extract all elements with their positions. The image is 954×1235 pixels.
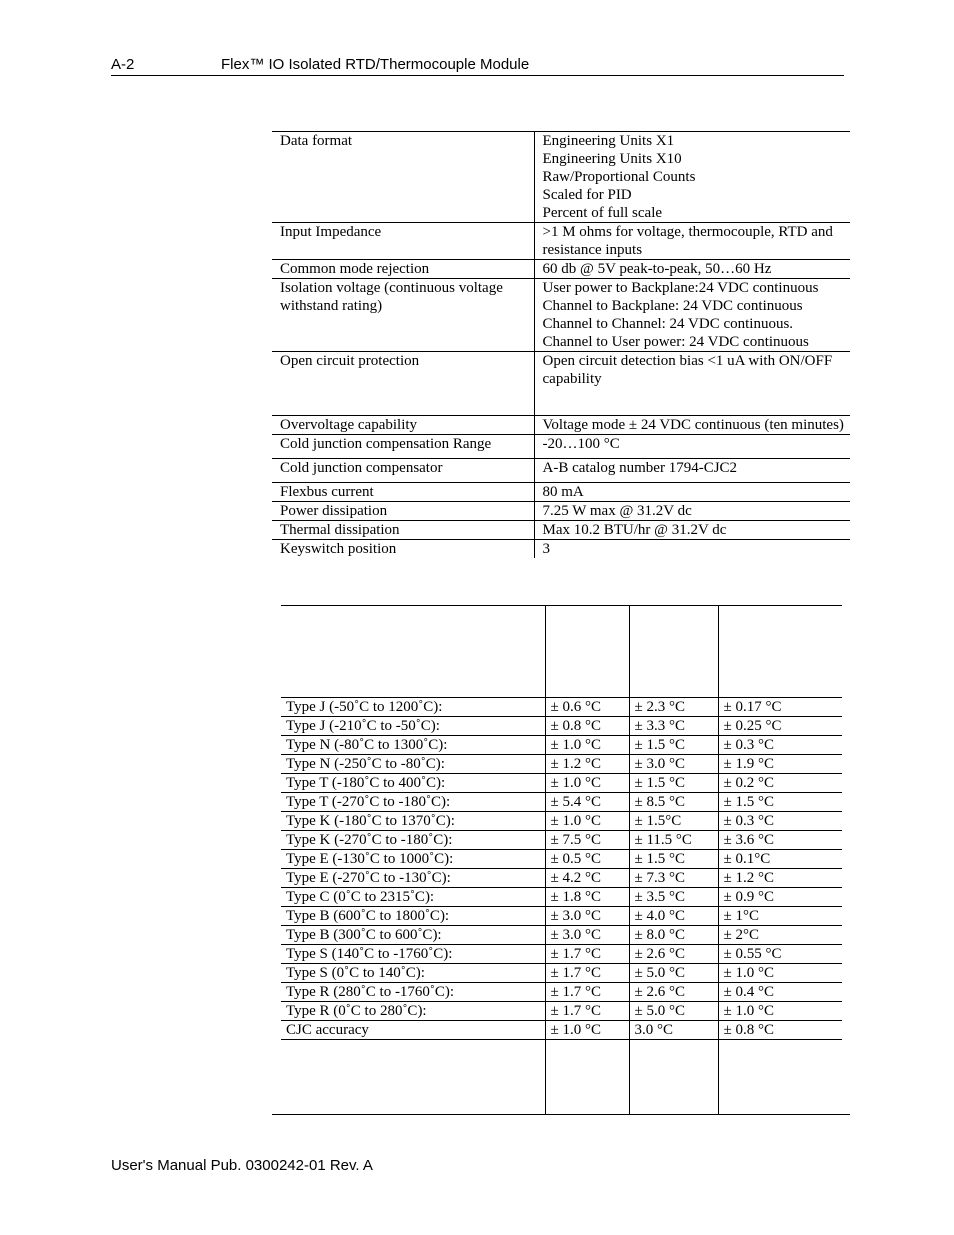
accuracy-value: ± 5.0 °C bbox=[629, 1002, 718, 1021]
spec-value: Engineering Units X1 Engineering Units X10 Raw/Proportional Counts Scaled for PID Percent of full scale bbox=[534, 132, 850, 223]
spec-value: User power to Backplane:24 VDC continuous Channel to Backplane: 24 VDC continuous Channel to Channel: 24 VDC continuous. Channel to User power: 24 VDC continuous bbox=[534, 279, 850, 352]
accuracy-value: ± 5.4 °C bbox=[545, 793, 629, 812]
spec-row bbox=[272, 540, 850, 559]
accuracy-value: ± 3.0 °C bbox=[545, 907, 629, 926]
accuracy-value: ± 1.2 °C bbox=[718, 869, 842, 888]
accuracy-value: ± 2.6 °C bbox=[629, 945, 718, 964]
table-row bbox=[281, 850, 842, 869]
table-row bbox=[281, 812, 842, 831]
thermocouple-type: Type J (-50˚C to 1200˚C): bbox=[281, 698, 545, 717]
spec-label: Data format bbox=[272, 132, 534, 223]
accuracy-value: ± 1.5 °C bbox=[718, 793, 842, 812]
thermocouple-type: Type S (140˚C to -1760˚C): bbox=[281, 945, 545, 964]
spec-row bbox=[272, 223, 850, 260]
accuracy-value: ± 7.5 °C bbox=[545, 831, 629, 850]
accuracy-value: ± 8.5 °C bbox=[629, 793, 718, 812]
table-row bbox=[281, 926, 842, 945]
thermocouple-type: Type E (-130˚C to 1000˚C): bbox=[281, 850, 545, 869]
accuracy-value: ± 4.0 °C bbox=[629, 907, 718, 926]
accuracy-value: ± 0.17 °C bbox=[718, 698, 842, 717]
accuracy-value: ± 2.3 °C bbox=[629, 698, 718, 717]
spec-value: Voltage mode ± 24 VDC continuous (ten minutes) bbox=[534, 416, 850, 435]
accuracy-value: ± 1.0 °C bbox=[545, 736, 629, 755]
spec-label: Isolation voltage (continuous voltage withstand rating) bbox=[272, 279, 534, 352]
thermocouple-type: Type C (0˚C to 2315˚C): bbox=[281, 888, 545, 907]
accuracy-value: ± 11.5 °C bbox=[629, 831, 718, 850]
accuracy-value: ± 0.1°C bbox=[718, 850, 842, 869]
spec-label: Cold junction compensator bbox=[272, 459, 534, 483]
accuracy-value: ± 1°C bbox=[718, 907, 842, 926]
accuracy-value: ± 2.6 °C bbox=[629, 983, 718, 1002]
spec-label: Flexbus current bbox=[272, 483, 534, 502]
table-row bbox=[281, 945, 842, 964]
accuracy-value: ± 0.2 °C bbox=[718, 774, 842, 793]
accuracy-value: ± 4.2 °C bbox=[545, 869, 629, 888]
header-rule bbox=[111, 75, 844, 76]
spec-label: Open circuit protection bbox=[272, 352, 534, 416]
table-row bbox=[281, 983, 842, 1002]
thermocouple-type: Type B (300˚C to 600˚C): bbox=[281, 926, 545, 945]
spec-row bbox=[272, 459, 850, 483]
thermocouple-type: Type N (-80˚C to 1300˚C): bbox=[281, 736, 545, 755]
spec-row bbox=[272, 132, 850, 223]
accuracy-value: ± 0.9 °C bbox=[718, 888, 842, 907]
accuracy-value: ± 0.25 °C bbox=[718, 717, 842, 736]
spec-value: 80 mA bbox=[534, 483, 850, 502]
spec-row bbox=[272, 502, 850, 521]
table-row bbox=[281, 907, 842, 926]
table-row bbox=[281, 1002, 842, 1021]
accuracy-value: ± 1.5 °C bbox=[629, 774, 718, 793]
accuracy-value: ± 3.3 °C bbox=[629, 717, 718, 736]
page-footer: User's Manual Pub. 0300242-01 Rev. A bbox=[111, 1157, 373, 1174]
accuracy-value: ± 1.7 °C bbox=[545, 1002, 629, 1021]
table-row bbox=[281, 1021, 842, 1040]
accuracy-value: ± 1.2 °C bbox=[545, 755, 629, 774]
spec-value: 7.25 W max @ 31.2V dc bbox=[534, 502, 850, 521]
thermocouple-accuracy-table bbox=[281, 697, 842, 1040]
accuracy-value: ± 1.5°C bbox=[629, 812, 718, 831]
table-row bbox=[281, 831, 842, 850]
accuracy-value: ± 3.0 °C bbox=[629, 755, 718, 774]
accuracy-value: ± 2°C bbox=[718, 926, 842, 945]
spec-label: Cold junction compensation Range bbox=[272, 435, 534, 459]
table-row bbox=[281, 793, 842, 812]
accuracy-value: ± 1.5 °C bbox=[629, 850, 718, 869]
accuracy-value: ± 0.8 °C bbox=[545, 717, 629, 736]
accuracy-value: 3.0 °C bbox=[629, 1021, 718, 1040]
specifications-table-body bbox=[272, 132, 850, 559]
accuracy-value: ± 0.8 °C bbox=[718, 1021, 842, 1040]
accuracy-value: ± 3.0 °C bbox=[545, 926, 629, 945]
spec-value: -20…100 °C bbox=[534, 435, 850, 459]
table-row bbox=[281, 774, 842, 793]
spec-label: Common mode rejection bbox=[272, 260, 534, 279]
thermocouple-type: Type J (-210˚C to -50˚C): bbox=[281, 717, 545, 736]
thermocouple-type: Type T (-180˚C to 400˚C): bbox=[281, 774, 545, 793]
thermocouple-type: Type K (-270˚C to -180˚C): bbox=[281, 831, 545, 850]
spec-row bbox=[272, 416, 850, 435]
spec-label: Power dissipation bbox=[272, 502, 534, 521]
accuracy-value: ± 1.7 °C bbox=[545, 945, 629, 964]
thermocouple-type: Type S (0˚C to 140˚C): bbox=[281, 964, 545, 983]
accuracy-table-bottom-rule bbox=[272, 1114, 850, 1115]
thermocouple-type: Type T (-270˚C to -180˚C): bbox=[281, 793, 545, 812]
spec-value: Open circuit detection bias <1 uA with ON/OFF capability bbox=[534, 352, 850, 416]
table-row bbox=[281, 736, 842, 755]
accuracy-value: ± 7.3 °C bbox=[629, 869, 718, 888]
table-row bbox=[281, 869, 842, 888]
accuracy-table-top-rule bbox=[281, 605, 842, 606]
spec-value: 60 db @ 5V peak-to-peak, 50…60 Hz bbox=[534, 260, 850, 279]
accuracy-value: ± 0.55 °C bbox=[718, 945, 842, 964]
accuracy-table-body bbox=[281, 698, 842, 1040]
thermocouple-type: Type R (0˚C to 280˚C): bbox=[281, 1002, 545, 1021]
accuracy-value: ± 0.5 °C bbox=[545, 850, 629, 869]
spec-row bbox=[272, 483, 850, 502]
table-row bbox=[281, 888, 842, 907]
spec-value: A-B catalog number 1794-CJC2 bbox=[534, 459, 850, 483]
accuracy-value: ± 1.0 °C bbox=[545, 774, 629, 793]
table-row bbox=[281, 698, 842, 717]
accuracy-value: ± 1.7 °C bbox=[545, 964, 629, 983]
accuracy-value: ± 0.3 °C bbox=[718, 736, 842, 755]
accuracy-value: ± 1.5 °C bbox=[629, 736, 718, 755]
accuracy-value: ± 1.8 °C bbox=[545, 888, 629, 907]
spec-row bbox=[272, 435, 850, 459]
thermocouple-type: Type K (-180˚C to 1370˚C): bbox=[281, 812, 545, 831]
accuracy-value: ± 1.0 °C bbox=[718, 1002, 842, 1021]
accuracy-value: ± 0.3 °C bbox=[718, 812, 842, 831]
spec-row bbox=[272, 260, 850, 279]
accuracy-value: ± 1.0 °C bbox=[718, 964, 842, 983]
spec-label: Input Impedance bbox=[272, 223, 534, 260]
spec-row bbox=[272, 521, 850, 540]
spec-label: Overvoltage capability bbox=[272, 416, 534, 435]
table-row bbox=[281, 717, 842, 736]
thermocouple-type: Type B (600˚C to 1800˚C): bbox=[281, 907, 545, 926]
accuracy-value: ± 3.6 °C bbox=[718, 831, 842, 850]
specifications-table bbox=[272, 131, 850, 558]
spec-row bbox=[272, 279, 850, 352]
spec-value: Max 10.2 BTU/hr @ 31.2V dc bbox=[534, 521, 850, 540]
accuracy-value: ± 8.0 °C bbox=[629, 926, 718, 945]
accuracy-value: ± 1.0 °C bbox=[545, 1021, 629, 1040]
accuracy-value: ± 1.7 °C bbox=[545, 983, 629, 1002]
thermocouple-type: Type N (-250˚C to -80˚C): bbox=[281, 755, 545, 774]
accuracy-value: ± 5.0 °C bbox=[629, 964, 718, 983]
running-header-title: Flex™ IO Isolated RTD/Thermocouple Module bbox=[221, 56, 530, 73]
thermocouple-type: Type R (280˚C to -1760˚C): bbox=[281, 983, 545, 1002]
spec-label: Keyswitch position bbox=[280, 541, 397, 557]
spec-label: Thermal dissipation bbox=[272, 521, 534, 540]
table-row bbox=[281, 964, 842, 983]
accuracy-value: ± 1.9 °C bbox=[718, 755, 842, 774]
accuracy-value: ± 0.6 °C bbox=[545, 698, 629, 717]
accuracy-value: ± 1.0 °C bbox=[545, 812, 629, 831]
thermocouple-type: CJC accuracy bbox=[281, 1021, 545, 1040]
spec-value: 3 bbox=[534, 540, 850, 559]
spec-row bbox=[272, 352, 850, 416]
thermocouple-type: Type E (-270˚C to -130˚C): bbox=[281, 869, 545, 888]
accuracy-value: ± 0.4 °C bbox=[718, 983, 842, 1002]
table-row bbox=[281, 755, 842, 774]
accuracy-value: ± 3.5 °C bbox=[629, 888, 718, 907]
spec-value: >1 M ohms for voltage, thermocouple, RTD and resistance inputs bbox=[534, 223, 850, 260]
page-number: A-2 bbox=[111, 56, 135, 73]
